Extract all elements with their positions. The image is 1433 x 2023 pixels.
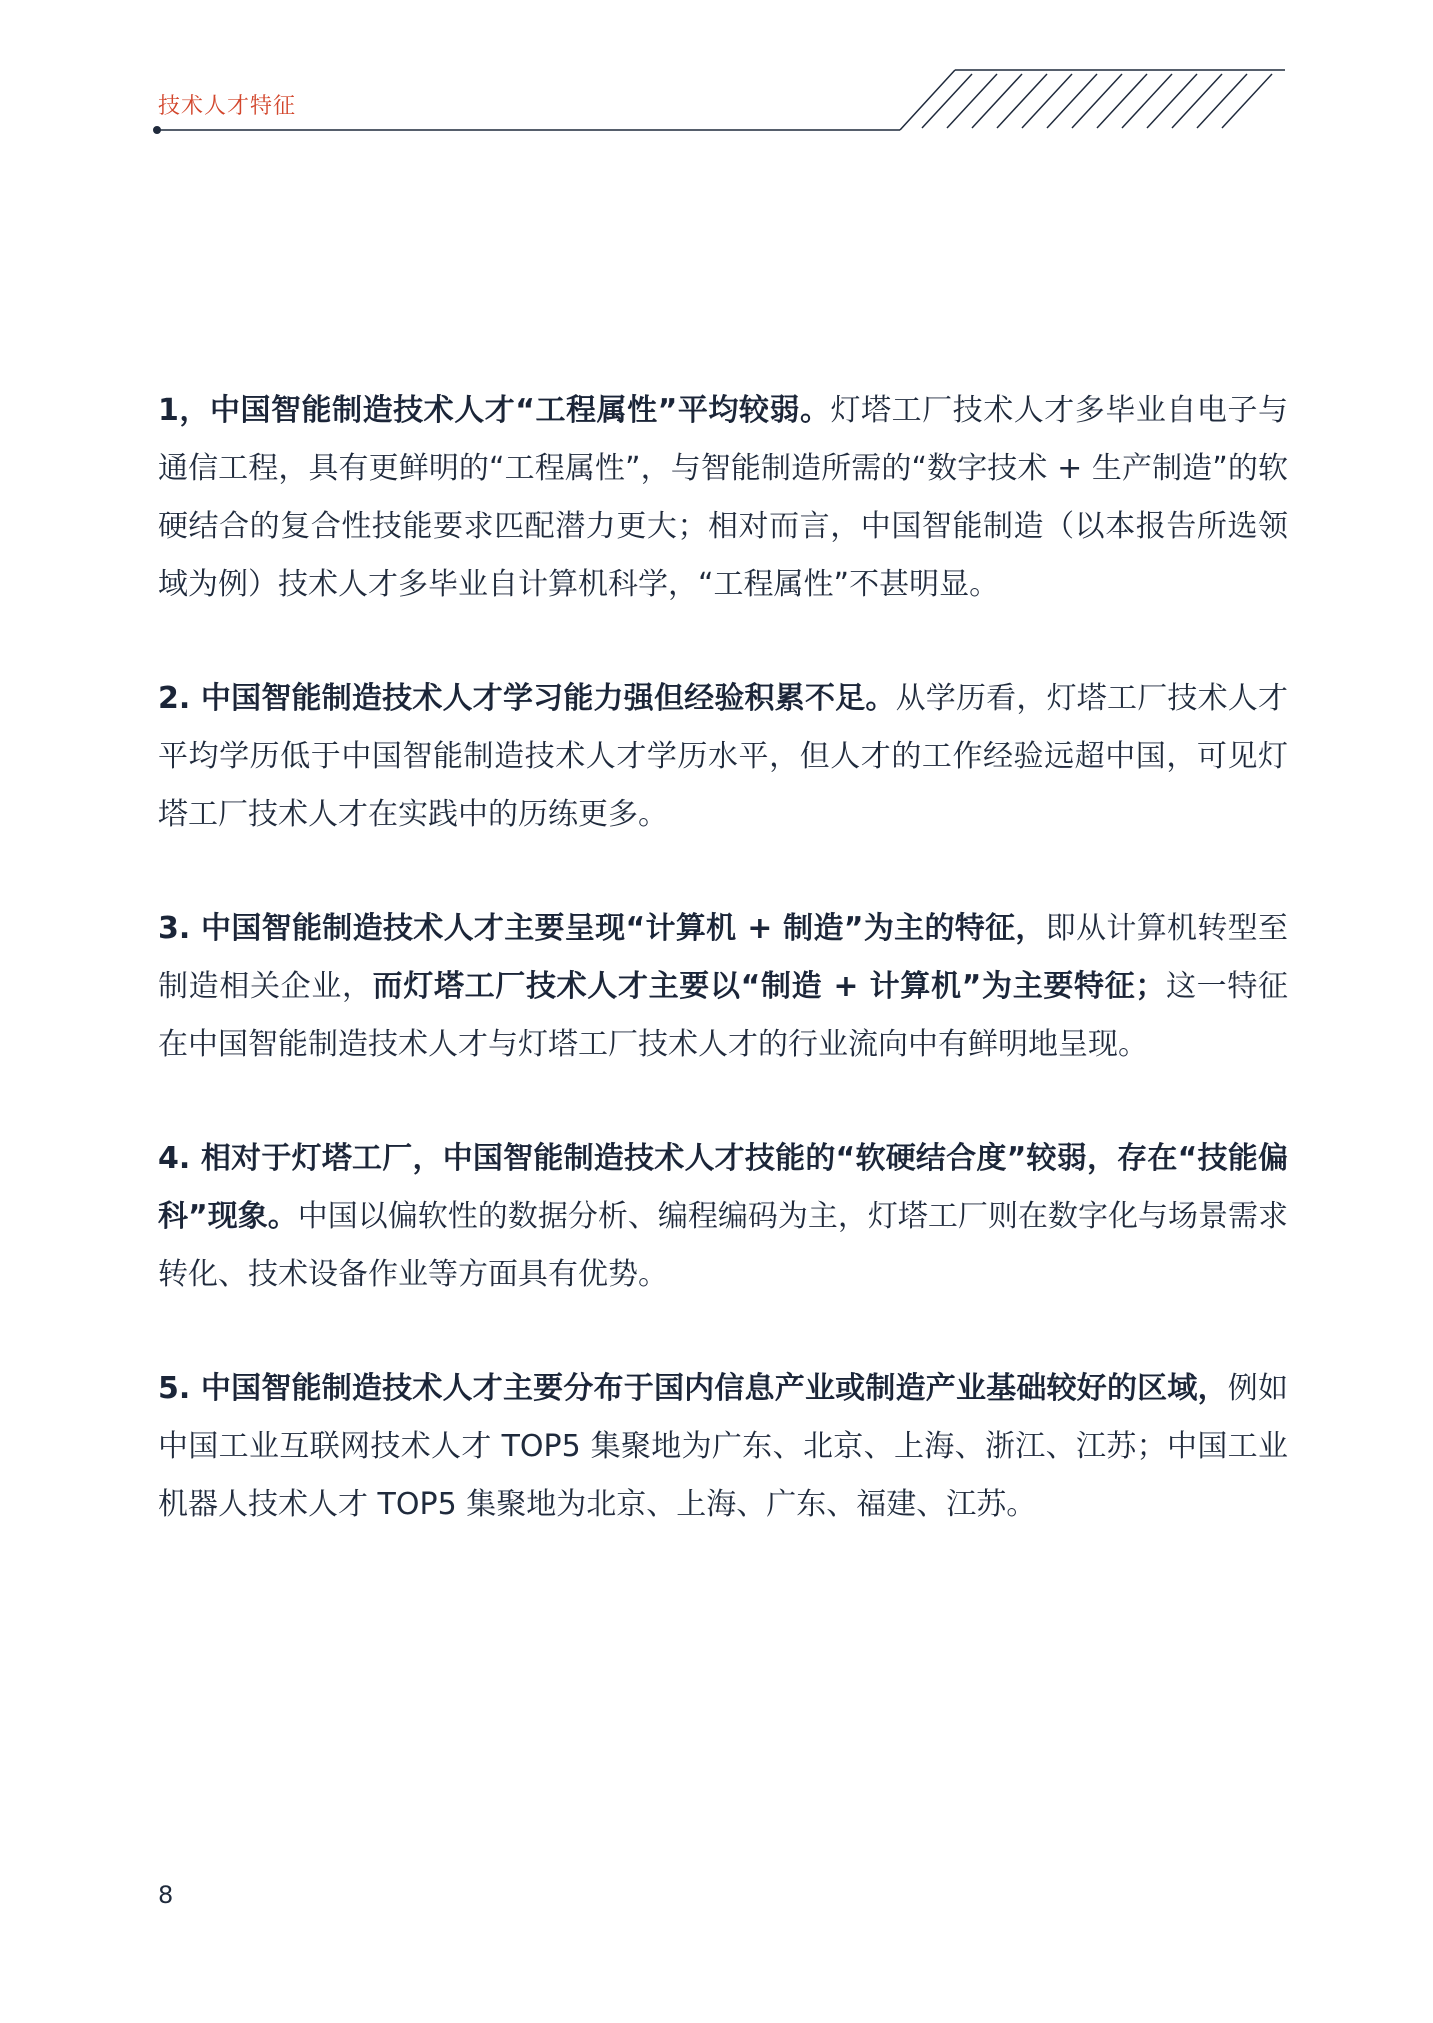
paragraph-3-text-1: 即从计算机转型至制造相关企业，: [158, 911, 1289, 1004]
paragraph-5-text: 例如中国工业互联网技术人才 TOP5 集聚地为广东、北京、上海、浙江、江苏；中国工业机器人技术人才 TOP5 集聚地为北京、上海、广东、福建、江苏。: [158, 1371, 1288, 1522]
paragraph-5: [158, 1360, 1288, 1534]
paragraph-4-text: 中国以偏软性的数据分析、编程编码为主，灯塔工厂则在数字化与场景需求转化、技术设备作业等方面具有优势。: [158, 1199, 1289, 1292]
paragraph-2: [158, 670, 1288, 844]
main-content: [158, 382, 1288, 1590]
paragraph-3-bold-2: 而灯塔工厂技术人才主要以“制造 + 计算机”为主要特征；: [372, 969, 1166, 1004]
paragraph-3-bold-1: 3. 中国智能制造技术人才主要呈现“计算机 + 制造”为主的特征，: [158, 911, 1046, 946]
paragraph-2-text: 从学历看，灯塔工厂技术人才平均学历低于中国智能制造技术人才学历水平，但人才的工作经验远超中国，可见灯塔工厂技术人才在实践中的历练更多。: [158, 681, 1289, 832]
paragraph-1-text: 灯塔工厂技术人才多毕业自电子与通信工程，具有更鲜明的“工程属性”，与智能制造所需的“数字技术 + 生产制造”的软硬结合的复合性技能要求匹配潜力更大；相对而言，中国智能制造（以本报告所选领域为例）技术人才多毕业自计算机科学，“工程属性”不甚明显。: [158, 393, 1288, 602]
paragraph-2-bold: 2. 中国智能制造技术人才学习能力强但经验积累不足。: [158, 681, 896, 716]
paragraph-1-bold: 1，中国智能制造技术人才“工程属性”平均较弱。: [158, 393, 831, 428]
section-title: 技术人才特征: [158, 94, 297, 119]
paragraph-3: [158, 900, 1288, 1074]
paragraph-3-text-2: 这一特征在中国智能制造技术人才与灯塔工厂技术人才的行业流向中有鲜明地呈现。: [158, 969, 1289, 1062]
page-number: 8: [158, 1881, 174, 1909]
paragraph-5-bold: 5. 中国智能制造技术人才主要分布于国内信息产业或制造产业基础较好的区域，: [158, 1371, 1228, 1406]
paragraph-1: [158, 382, 1288, 614]
page-header: [0, 0, 1433, 140]
paragraph-4: [158, 1130, 1288, 1304]
paragraph-4-bold: 4. 相对于灯塔工厂，中国智能制造技术人才技能的“软硬结合度”较弱，存在“技能偏科”现象。: [158, 1141, 1288, 1234]
